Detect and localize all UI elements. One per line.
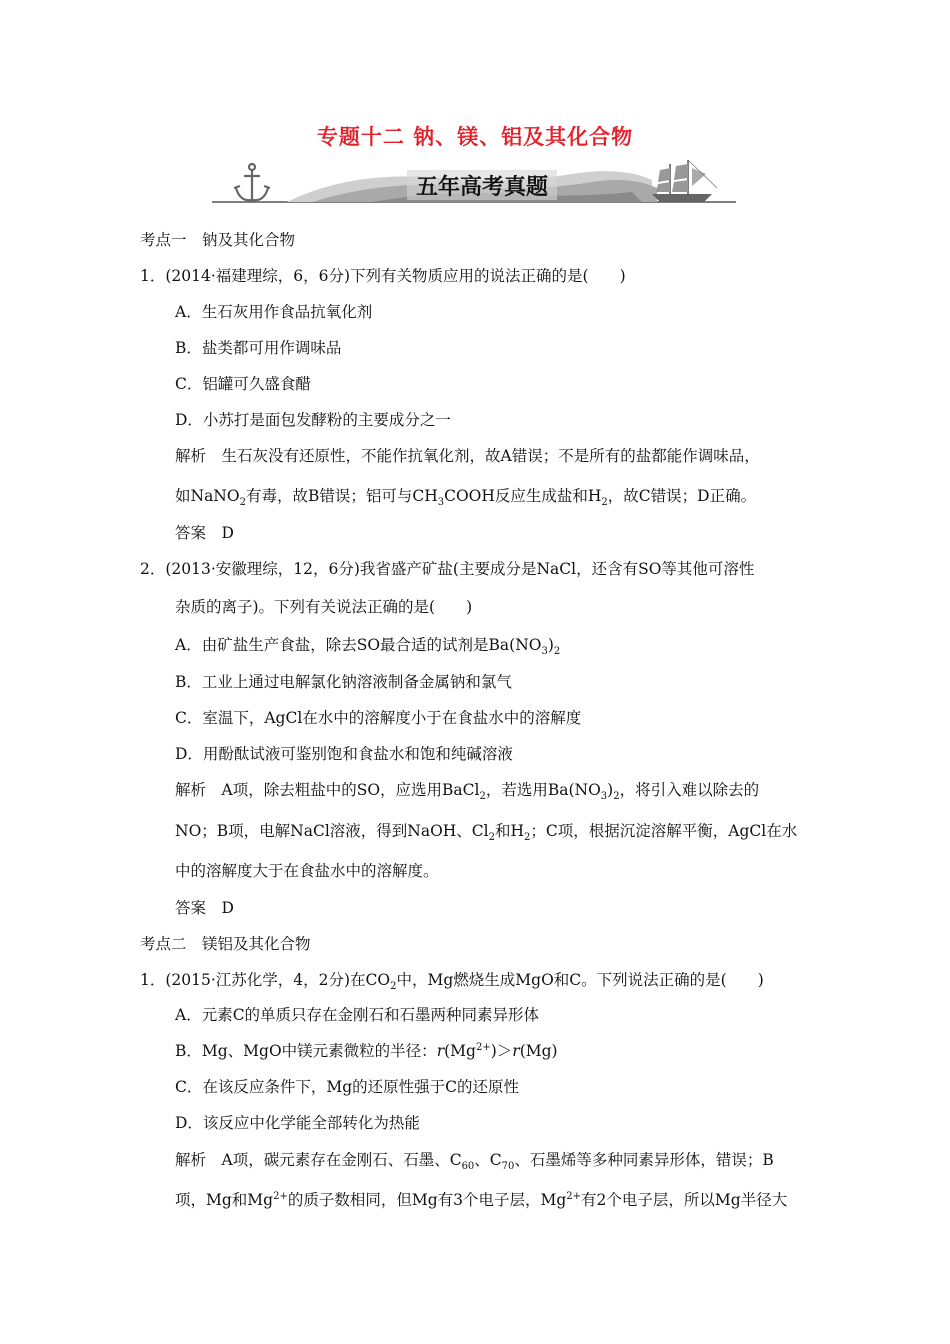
section-banner (212, 158, 736, 208)
option-b: B．工业上通过电解氯化钠溶液制备金属钠和氯气 (175, 673, 512, 691)
analysis-text: 项，Mg和$Mg^{2+}$的质子数相同，但Mg有3个电子层，$Mg^{2+}$有2个电子层，所以Mg半径大 (175, 1190, 788, 1209)
question-stem: 1．(2015·江苏化学，4，2分)在$CO_2$中，Mg燃烧生成MgO和C。下列说法正确的是( ) (140, 971, 764, 993)
banner-graphic (212, 158, 736, 208)
option-a: A．由矿盐生产食盐，除去SO最合适的试剂是$Ba(NO_3)_2$ (175, 636, 561, 658)
analysis-text: 如NaNO$_2$有毒，故B错误；铝可与$CH_3COOH$反应生成盐和$H_2$，故C错误；D正确。 (175, 487, 757, 509)
answer-text: 答案 D (175, 899, 234, 917)
page-title: 专题十二 钠、镁、铝及其化合物 (316, 124, 634, 149)
option-d: D．小苏打是面包发酵粉的主要成分之一 (175, 411, 451, 429)
section-heading: 考点二 镁铝及其化合物 (140, 935, 311, 953)
analysis-text: NO；B项，电解NaCl溶液，得到NaOH、$Cl_2$和$H_2$；C项，根据沉淀溶解平衡，AgCl在水 (175, 822, 798, 844)
analysis-text: 解析 A项，碳元素存在金刚石、石墨、$C_{60}$、$C_{70}$、石墨烯等多种同素异形体，错误；B (175, 1151, 774, 1173)
option-a: A．生石灰用作食品抗氧化剂 (175, 303, 373, 321)
question-stem: 1．(2014·福建理综，6，6分)下列有关物质应用的说法正确的是( ) (140, 267, 626, 285)
question-stem: 杂质的离子)。下列有关说法正确的是( ) (175, 598, 473, 616)
option-b: B．Mg、MgO中镁元素微粒的半径：$r(Mg^{2+})>r(Mg)$ (175, 1041, 558, 1060)
banner-text: 五年高考真题 (415, 175, 549, 200)
option-b: B．盐类都可用作调味品 (175, 339, 342, 357)
option-c: C．在该反应条件下，Mg的还原性强于C的还原性 (175, 1078, 520, 1096)
analysis-text: 解析 A项，除去粗盐中的SO，应选用BaCl$_2$，若选用$Ba(NO_3)_2$，将引入难以除去的 (175, 781, 760, 803)
option-d: D．该反应中化学能全部转化为热能 (175, 1114, 420, 1132)
section-heading: 考点一 钠及其化合物 (140, 231, 296, 249)
analysis-text: 中的溶解度大于在食盐水中的溶解度。 (175, 862, 439, 880)
option-c: C．铝罐可久盛食醋 (175, 375, 311, 393)
option-a: A．元素C的单质只存在金刚石和石墨两种同素异形体 (175, 1006, 540, 1024)
option-d: D．用酚酞试液可鉴别饱和食盐水和饱和纯碱溶液 (175, 745, 513, 763)
sailing-ship-icon (652, 160, 717, 202)
question-stem: 2．(2013·安徽理综，12，6分)我省盛产矿盐(主要成分是NaCl，还含有SO等其他可溶性 (140, 560, 755, 578)
answer-text: 答案 D (175, 524, 234, 542)
option-c: C．室温下，AgCl在水中的溶解度小于在食盐水中的溶解度 (175, 709, 582, 727)
analysis-text: 解析 生石灰没有还原性，不能作抗氧化剂，故A错误；不是所有的盐都能作调味品， (175, 447, 760, 465)
anchor-icon (234, 164, 270, 200)
